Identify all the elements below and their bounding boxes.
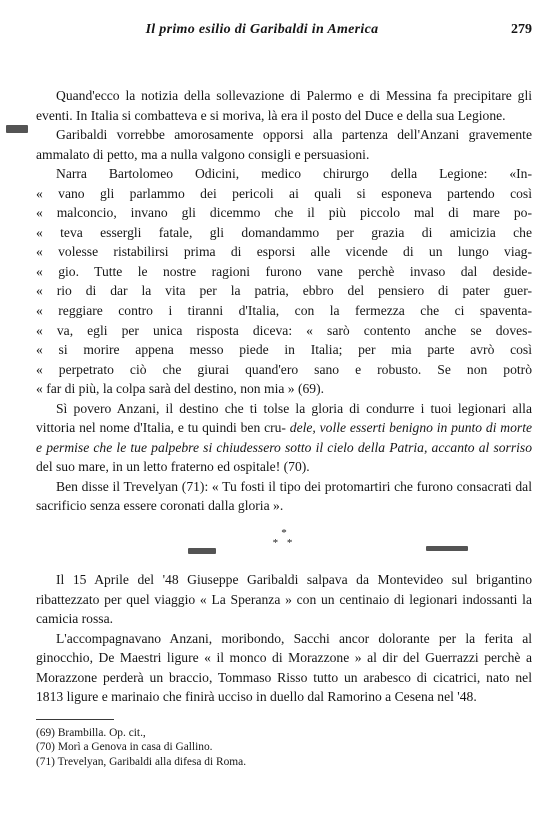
footnote-divider bbox=[36, 719, 114, 720]
paragraph-odicini-quote bbox=[36, 164, 532, 399]
main-text-block bbox=[36, 86, 532, 516]
footnotes bbox=[36, 726, 532, 770]
quote-line: « volesse ristabilirsi prima di esporsi alle vicende di un lungo viag- bbox=[36, 244, 532, 260]
margin-ink-mark bbox=[6, 125, 28, 133]
quote-line: « va, egli per unica risposta diceva: « sarò contento anche se doves- bbox=[36, 322, 532, 338]
ink-mark bbox=[426, 546, 468, 551]
quote-line: « si morire appena messo piede in Italia; per mia parte avrò così bbox=[36, 342, 532, 358]
quote-line: Narra Bartolomeo Odicini, medico chirurgo della Legione: «In- bbox=[56, 166, 532, 182]
quote-line: « malconcio, invano gli dicemmo che il più piccolo mal di mare po- bbox=[36, 205, 532, 221]
quote-line: « far di più, la colpa sarà del destino, non mia » (69). bbox=[36, 381, 325, 397]
quote-line: « vano gli parlammo dei pericoli ai quali si esponeva partendo così bbox=[36, 185, 532, 201]
paragraph-povero-anzani-part-1: Sì povero Anzani, il destino che ti tolse la gloria di condurre i tuoi legionari alla vittoria nel nome d'Italia, e tu quindi ben cru- bbox=[36, 400, 532, 436]
paragraph-sollevazione: Quand'ecco la notizia della sollevazione di Palermo e di Messina fa precipitare gli eventi. In Italia si combatteva e si moriva, là era il posto del Duce e della sua Legione. bbox=[36, 88, 532, 123]
paragraph-garibaldi-anzani-text: Garibaldi vorrebbe amorosamente opporsi alla partenza dell'Anzani gravemente ammalato di petto, ma a nulla valgono consigli e persuasioni. bbox=[36, 127, 532, 162]
second-text-block bbox=[36, 570, 532, 707]
separator-star-top: * bbox=[281, 527, 287, 540]
separator-stars-bottom: * * bbox=[272, 537, 296, 550]
footnote-69: (69) Brambilla. Op. cit., bbox=[36, 726, 146, 739]
quote-line: « teva essergli fatale, gli domandammo per grazia di amicizia che bbox=[36, 224, 532, 240]
footnote-70: (70) Morì a Genova in casa di Gallino. bbox=[36, 741, 213, 754]
page-number: 279 bbox=[511, 22, 532, 37]
paragraph-povero-anzani-part-2: dele, volle esserti benigno in punto di morte e permise che le tue palpebre si chiudessero sotto il cielo della Patria, accanto al sorriso bbox=[36, 420, 533, 455]
ink-mark bbox=[188, 548, 216, 554]
quote-line: « rio di dar la vita per la patria, ebbro del pensiero di pater guer- bbox=[36, 283, 532, 299]
quote-line: « perpetrato ciò che giurai quand'ero sano e robusto. Se non potrò bbox=[36, 361, 532, 377]
footnote-71: (71) Trevelyan, Garibaldi alla difesa di Roma. bbox=[36, 755, 247, 768]
quote-line: « gio. Tutte le nostre ragioni furono vane perchè invaso dal deside- bbox=[36, 263, 532, 279]
quote-line: « reggiare contro i tiranni d'Italia, con la fermezza che ci spaventa- bbox=[36, 303, 532, 319]
paragraph-trevelyan: Ben disse il Trevelyan (71): « Tu fosti il tipo dei protomartiri che furono consacrati dal sacrificio senza essere coronati dalla gloria ». bbox=[36, 478, 532, 514]
paragraph-accompagnavano: L'accompagnavano Anzani, moribondo, Sacchi ancor dolorante per la ferita al ginocchio, De Maestri ligure « il monco di Morazzone » al dir del Guerrazzi perchè a Morazzone perderà un braccio, Tommaso Risso tutto un arabesco di cicatrici, nato nel 1813 ligure e marinaio che finirà ucciso in duello dal Ramorino a Cesena nel '48. bbox=[36, 630, 532, 705]
paragraph-partenza: Il 15 Aprile del '48 Giuseppe Garibaldi salpava da Montevideo sul brigantino ribattezzato per quel viaggio « La Speranza » con un centinaio di legionari indossanti la camicia rossa. bbox=[36, 572, 532, 627]
running-title: Il primo esilio di Garibaldi in America bbox=[145, 22, 379, 37]
paragraph-povero-anzani bbox=[36, 399, 532, 477]
paragraph-garibaldi-anzani bbox=[36, 125, 532, 164]
page-header bbox=[36, 22, 532, 44]
paragraph-povero-anzani-part-3: del suo mare, in un letto fraterno ed ospitale! (70). bbox=[36, 459, 310, 475]
section-separator bbox=[36, 528, 532, 556]
